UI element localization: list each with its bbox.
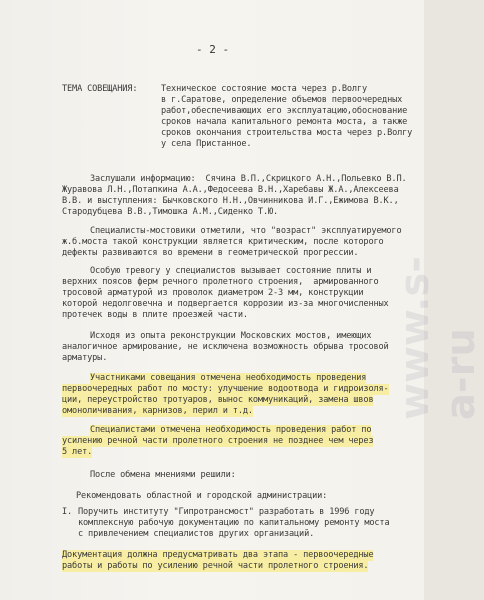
paragraph-line: протечек воды в плите проезжей части.: [62, 310, 248, 320]
paragraph-line: Специалисты-мостовики отметили, что "возраст" эксплуатируемого: [90, 226, 402, 236]
highlighted-line: ции, переустройство тротуаров, вынос коммуникаций, замена швов: [62, 395, 374, 405]
item-line: Поручить институту "Гипротрансмост" разработать в 1996 году: [78, 507, 375, 517]
highlighted-line: Документация должна предусматривать два этапа - первоочередные: [62, 550, 374, 560]
highlighted-line: омоноличивания, карнизов, перил и т.д.: [62, 406, 253, 416]
participants-line: Заслушали информацию: Сячина В.П.,Скрицкого А.Н.,Польевко В.П.: [90, 174, 407, 184]
paragraph-line: арматуры.: [62, 353, 108, 363]
heading-line: у села Пристанное.: [161, 139, 252, 149]
highlighted-line: Участниками совещания отмечена необходимость проведения: [90, 373, 367, 383]
heading-line: сроков окончания строительства моста через р.Волгу: [161, 128, 413, 138]
watermark-stamp: www.s-a-ru: [392, 256, 484, 420]
participants-line: В.В. и выступления: Бычковского Н.Н.,Овчинникова И.Г.,Ежимова В.К.,: [62, 196, 399, 206]
heading-line: в г.Саратове, определение объемов первоочередных: [161, 95, 403, 105]
paragraph-line: тросовой арматурой из проволок диаметром 2-3 мм, конструкции: [62, 288, 364, 298]
recommendation-line: Рекомендовать областной и городской администрации:: [76, 491, 328, 501]
paragraph-line: Исходя из опыта реконструкции Московских мостов, имеющих: [90, 331, 372, 341]
paragraph-line: Особую тревогу у специалистов вызывает состояние плиты и: [90, 266, 372, 276]
heading-label: ТЕМА СОВЕЩАНИЯ:: [62, 84, 138, 94]
decision-intro: После обмена мнениями решили:: [90, 470, 236, 480]
item-line: с привлечением специалистов других организаций.: [78, 529, 315, 539]
highlighted-line: работы и работы по усилению речной части пролетного строения.: [62, 561, 369, 571]
item-number: I.: [62, 507, 73, 517]
paragraph-line: которой недолговечна и подвергается коррозии из-за многочисленных: [62, 299, 389, 309]
paragraph-line: дефекты развиваются во времени в геометрической прогрессии.: [62, 248, 359, 258]
participants-line: Журавова Л.Н.,Потапкина А.А.,Федосеева В.Н.,Харебавы Ж.А.,Алексеева: [62, 185, 399, 195]
highlighted-line: Специалистами отмечена необходимость проведения работ по: [90, 425, 372, 435]
item-line: комплексную рабочую документацию по капитальному ремонту моста: [78, 518, 390, 528]
participants-line: Стародубцева В.В.,Тимошка А.М.,Сиденко Т.Ю.: [62, 207, 279, 217]
paragraph-line: ж.б.моста такой конструкции является критическим, после которого: [62, 237, 384, 247]
heading-line: сроков начала капитального ремонта моста, а также: [161, 117, 408, 127]
page-number: - 2 -: [196, 43, 230, 56]
heading-line: работ,обеспечивающих его эксплуатацию,обоснование: [161, 106, 408, 116]
paragraph-line: аналогичное армирование, не исключена возможность обрыва тросовой: [62, 342, 389, 352]
heading-line: Техническое состояние моста через р.Волгу: [161, 84, 367, 94]
highlighted-line: 5 лет.: [62, 447, 93, 457]
highlighted-line: первоочередных работ по мосту: улучшение водоотвода и гидроизоля-: [62, 384, 389, 394]
highlighted-line: усилению речной части пролетного строения не позднее чем через: [62, 436, 374, 446]
paragraph-line: верхних поясов ферм речного пролетного строения, армированного: [62, 277, 379, 287]
